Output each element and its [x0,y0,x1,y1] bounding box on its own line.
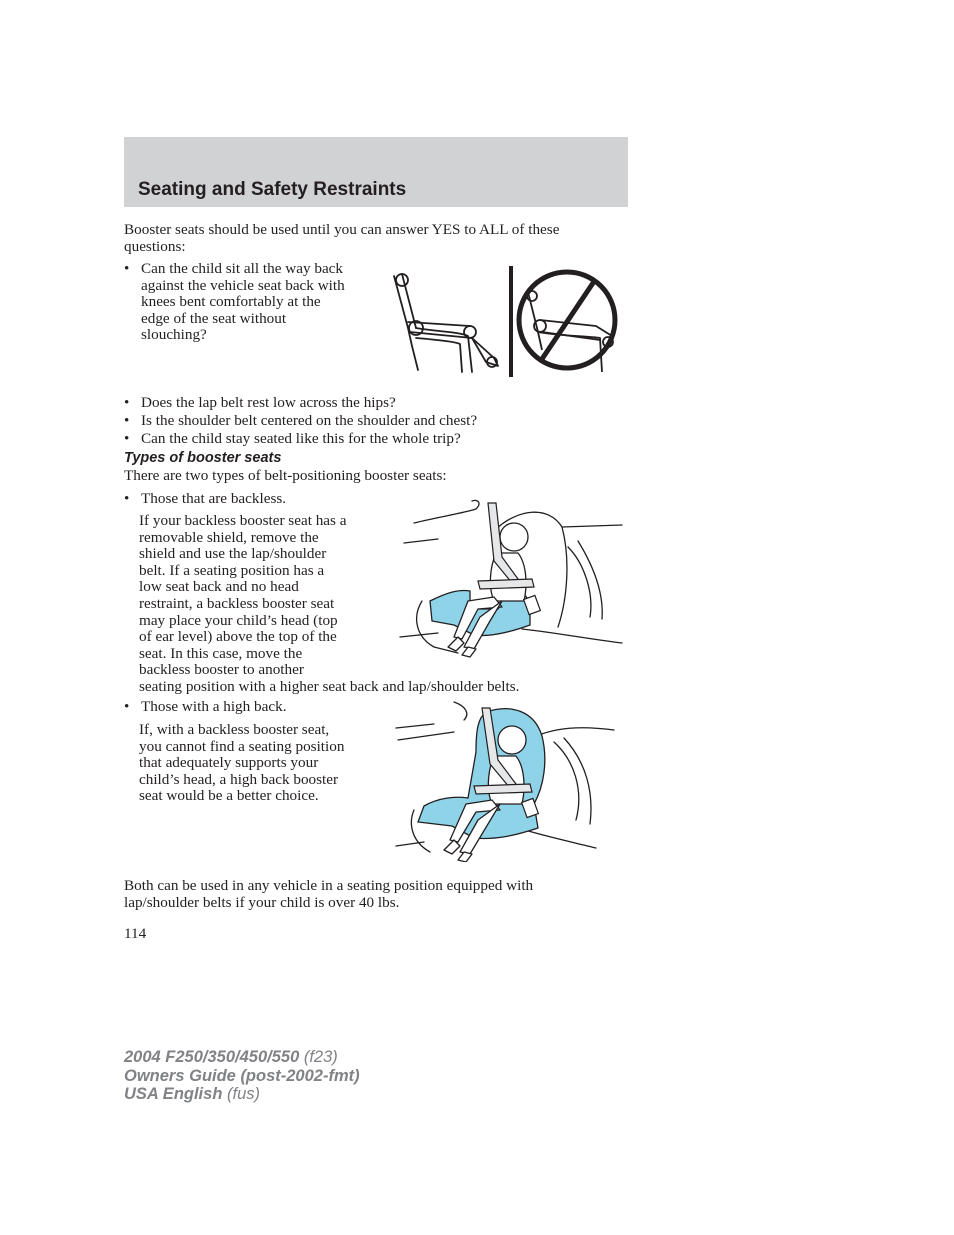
types-intro: There are two types of belt-positioning booster seats: [124,467,447,484]
question-sit-back: Can the child sit all the way back against the vehicle seat back with knees bent comfortably at the edge of the seat without slouching? [141,260,345,344]
seating-posture-illustration [390,262,630,382]
highback-booster-illustration [394,700,620,862]
question-lap-belt: Does the lap belt rest low across the hips? [141,394,396,411]
section-title: Seating and Safety Restraints [138,179,407,200]
closing-paragraph: Both can be used in any vehicle in a seating position equipped with lap/shoulder belts if your child is over 40 lbs. [124,877,534,911]
section-header-band [124,137,628,207]
subsection-heading: Types of booster seats [124,450,282,466]
lap-belt [474,784,532,794]
highback-paragraph: If, with a backless booster seat, you cannot find a seating position that adequately supports your child’s head, a high back booster seat would be a better choice. [139,721,345,805]
question-whole-trip: Can the child stay seated like this for the whole trip? [141,430,461,447]
bullet-marker: • [124,698,130,715]
bullet-marker: • [124,260,130,277]
footer-guide-line: Owners Guide (post-2002-fmt) [124,1066,360,1085]
page-number: 114 [124,925,147,942]
backless-paragraph: If your backless booster seat has a removable shield, remove the shield and use the lap/shoulder belt. If a seating position has a low seat back and no head restraint, a backless booster seat may place your child’s head (top of ear level) above the top of the seat. In this case, move the backless booster to another seating position with a higher seat back and lap/shoulder belts. [139,512,520,695]
highback-bullet: Those with a high back. [141,698,287,715]
bullet-marker: • [124,412,130,429]
bullet-marker: • [124,394,130,411]
document-footer [124,1048,360,1104]
lap-belt [478,579,534,589]
footer-language-line: USA English (fus) [124,1085,260,1103]
bullet-marker: • [124,430,130,447]
backless-booster-illustration [398,497,626,659]
bullet-marker: • [124,490,130,507]
intro-paragraph: Booster seats should be used until you can answer YES to ALL of these questions: [124,221,560,255]
backless-bullet: Those that are backless. [141,490,287,507]
footer-model-line: 2004 F250/350/450/550 (f23) [124,1048,338,1066]
question-shoulder-belt: Is the shoulder belt centered on the shoulder and chest? [141,412,478,429]
